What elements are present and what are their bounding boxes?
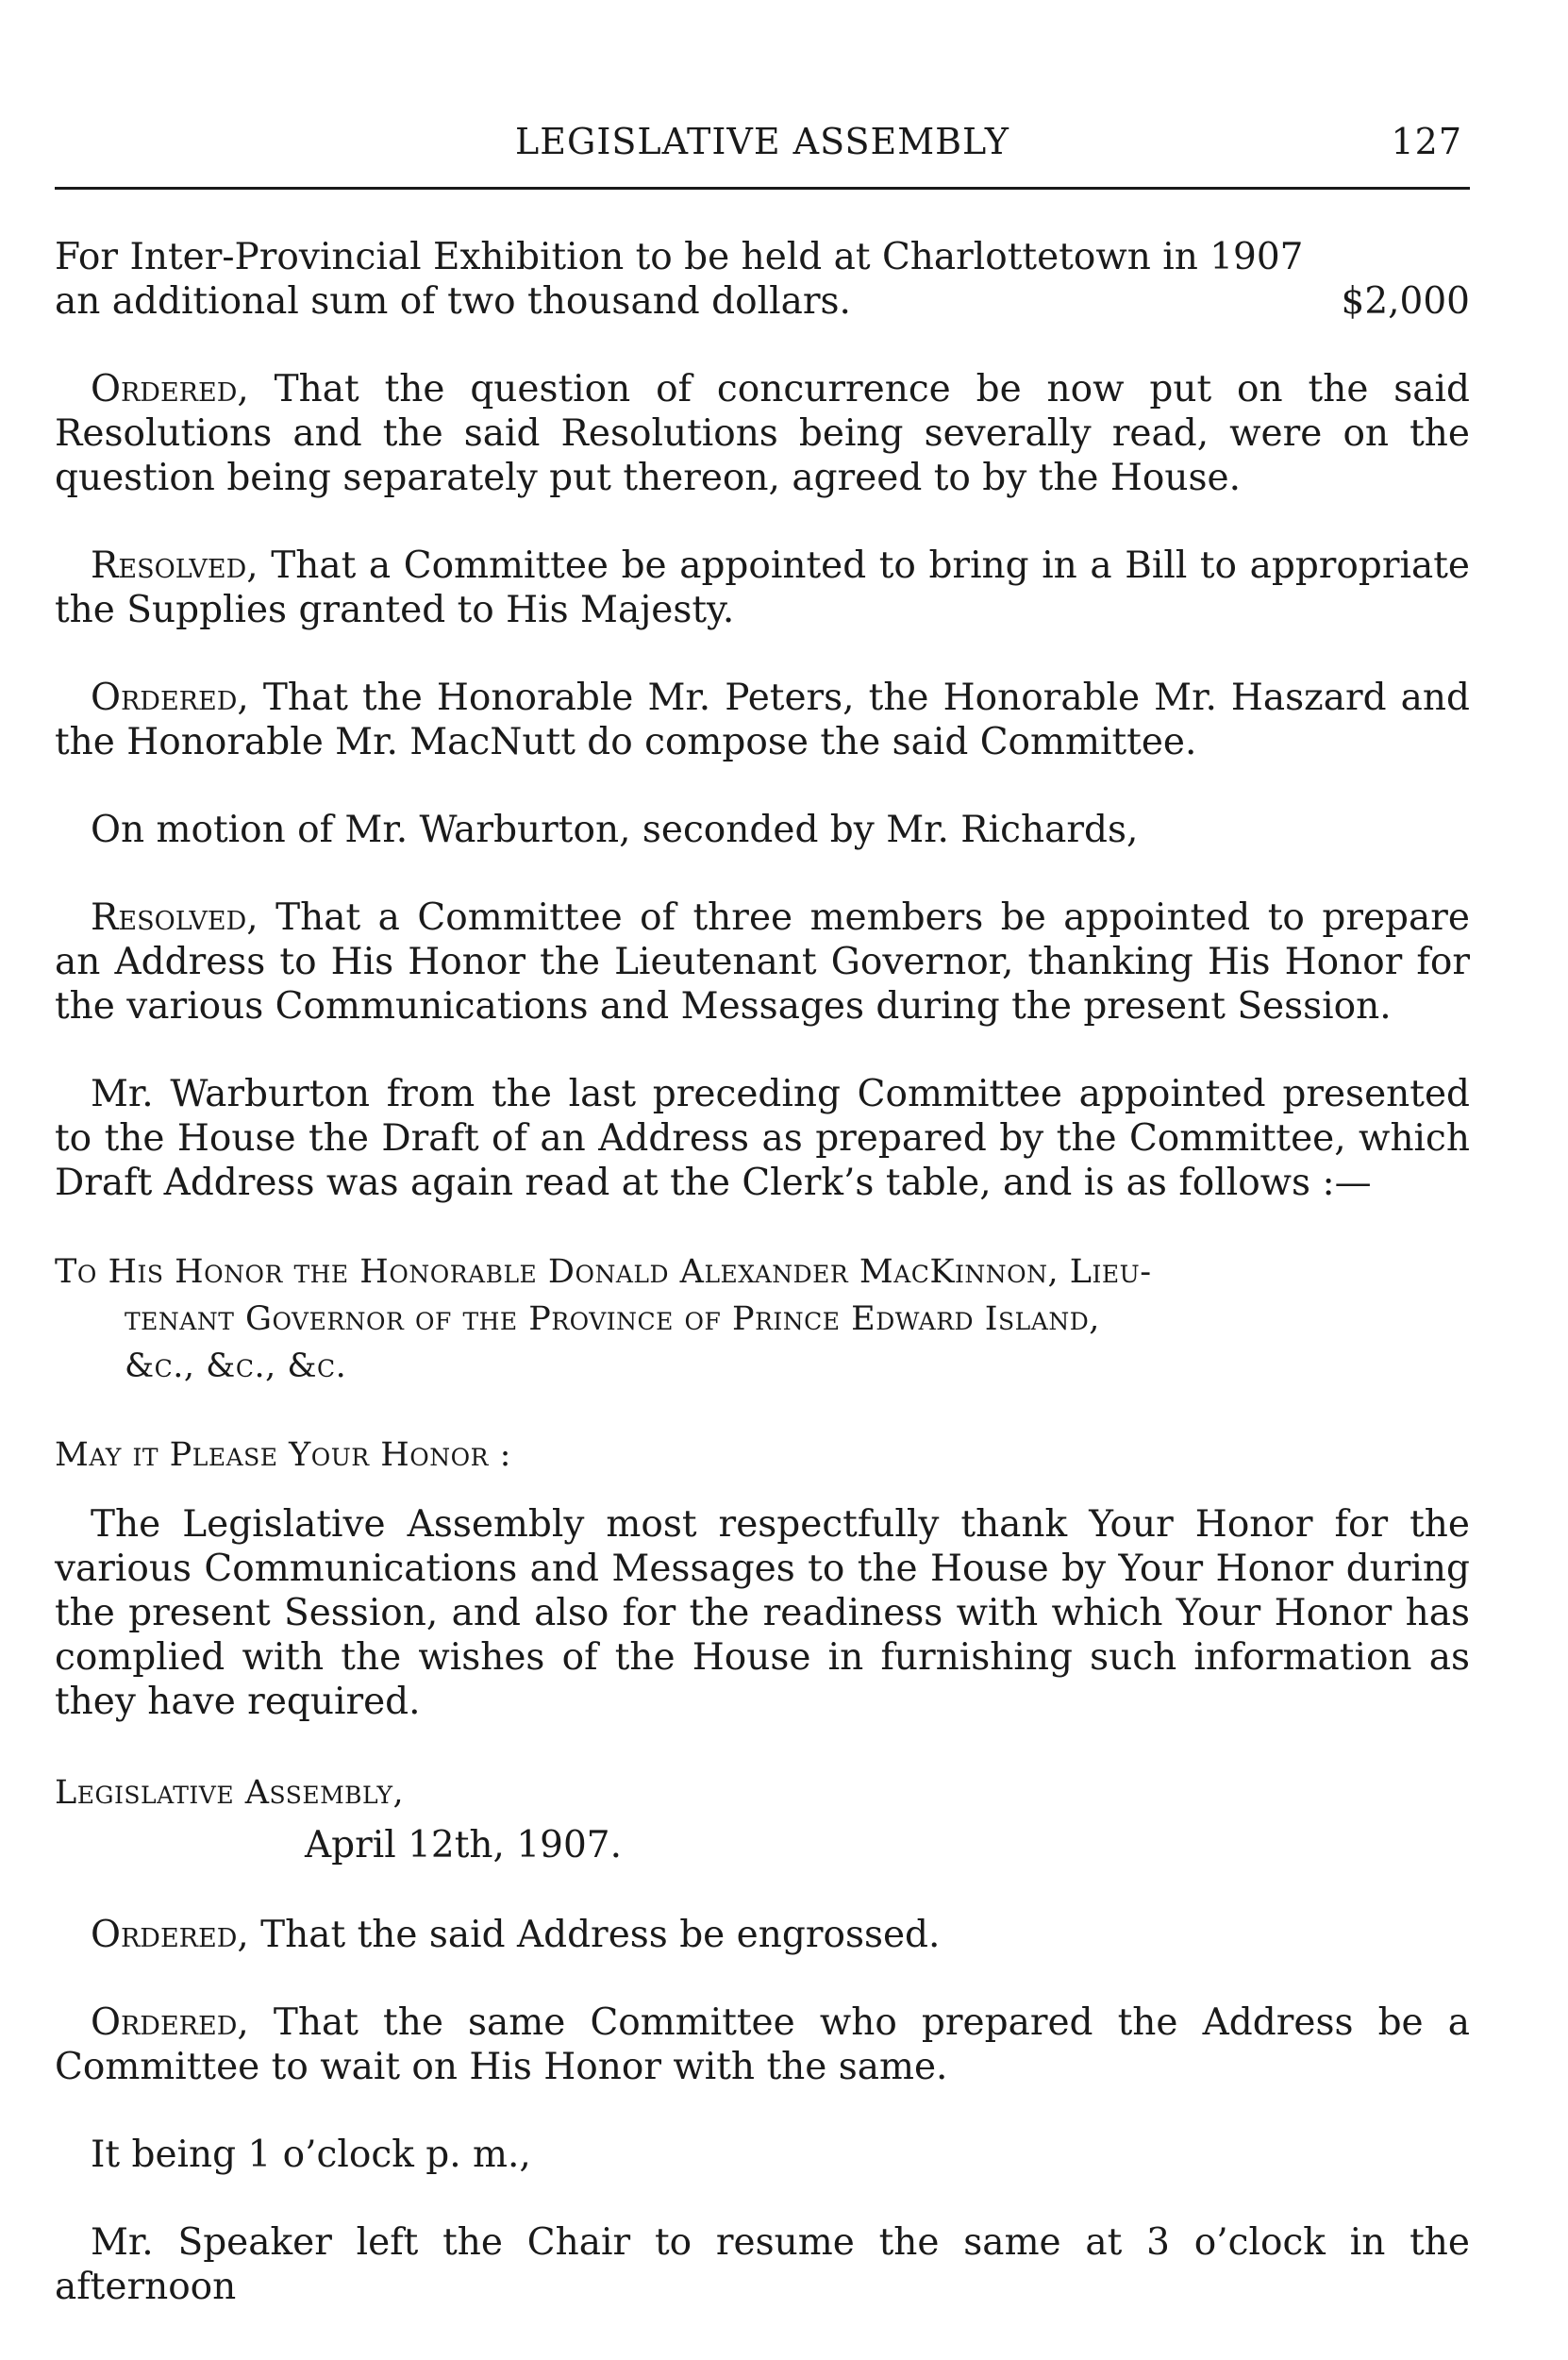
ordered-lead: Ordered,: [91, 677, 249, 719]
page-number: 127: [1391, 121, 1462, 162]
paragraph-ordered-concurrence: [55, 367, 1470, 500]
ordered-lead: Ordered,: [91, 368, 249, 410]
supply-line-1: For Inter-Provincial Exhibition to be held at Charlottetown in 1907: [55, 236, 1304, 278]
paragraph-text: That the said Address be engrossed.: [248, 1914, 941, 1956]
supply-item: [55, 235, 1470, 324]
paragraph-ordered-committee: [55, 676, 1470, 764]
paragraph-ordered-wait: [55, 2000, 1470, 2089]
resolved-lead: Resolved,: [91, 544, 259, 587]
paragraph-time: It being 1 o’clock p. m.,: [91, 2134, 531, 2176]
signoff-date: April 12th, 1907.: [305, 1824, 622, 1866]
running-title: LEGISLATIVE ASSEMBLY: [515, 121, 1009, 162]
address-line-3: &c., &c., &c.: [125, 1347, 347, 1385]
paragraph-text: That the same Committee who prepared the Address be a Committee to wait on His Honor with the same.: [55, 2001, 1470, 2088]
supply-line-2: an additional sum of two thousand dollars.: [55, 280, 851, 323]
paragraph-speaker: Mr. Speaker left the Chair to resume the same at 3 o’clock in the afternoon: [55, 2221, 1470, 2308]
running-header: [55, 113, 1470, 174]
address-heading: [55, 1248, 1470, 1390]
supply-line-2-row: [55, 279, 1470, 324]
paragraph-motion: On motion of Mr. Warburton, seconded by Mr. Richards,: [91, 809, 1139, 851]
paragraph-text: That the Honorable Mr. Peters, the Honorable Mr. Haszard and the Honorable Mr. MacNutt do compose the said Committee.: [55, 677, 1470, 763]
address-body: The Legislative Assembly most respectfully thank Your Honor for the various Communications and Messages to the House by Your Honor during the present Session, and also for the readiness with which Your Honor has complied with the wishes of the House in furnishing such information as they have required.: [55, 1503, 1470, 1723]
paragraph-ordered-engrossed: [55, 1913, 1470, 1957]
paragraph-text: That the question of concurrence be now put on the said Resolutions and the said Resolutions being severally read, were on the question being separately put thereon, agreed to by the House.: [55, 368, 1470, 499]
address-line-1: To His Honor the Honorable Donald Alexander MacKinnon, Lieu-: [55, 1253, 1152, 1291]
paragraph-resolved-address: [55, 895, 1470, 1029]
resolved-lead: Resolved,: [91, 896, 259, 939]
signoff-body: Legislative Assembly,: [55, 1774, 405, 1812]
header-rule: [55, 187, 1470, 190]
ordered-lead: Ordered,: [91, 1914, 249, 1956]
paragraph-draft-address: Mr. Warburton from the last preceding Committee appointed presented to the House the Draft of an Address as prepared by the Committee, which Draft Address was again read at the Clerk’s table, and is as follows :—: [55, 1073, 1470, 1204]
paragraph-text: That a Committee of three members be appointed to prepare an Address to His Honor the Lieutenant Governor, thanking His Honor for the various Communications and Messages during the present Session.: [55, 896, 1470, 1028]
address-line-2: tenant Governor of the Province of Prince Edward Island,: [125, 1300, 1100, 1338]
paragraph-resolved-bill: [55, 544, 1470, 632]
ordered-lead: Ordered,: [91, 2001, 249, 2044]
salutation: May it Please Your Honor :: [55, 1436, 511, 1474]
paragraph-text: That a Committee be appointed to bring in a Bill to appropriate the Supplies granted to His Majesty.: [55, 544, 1470, 631]
supply-amount: $2,000: [1341, 280, 1470, 323]
document-page: [55, 113, 1470, 2309]
